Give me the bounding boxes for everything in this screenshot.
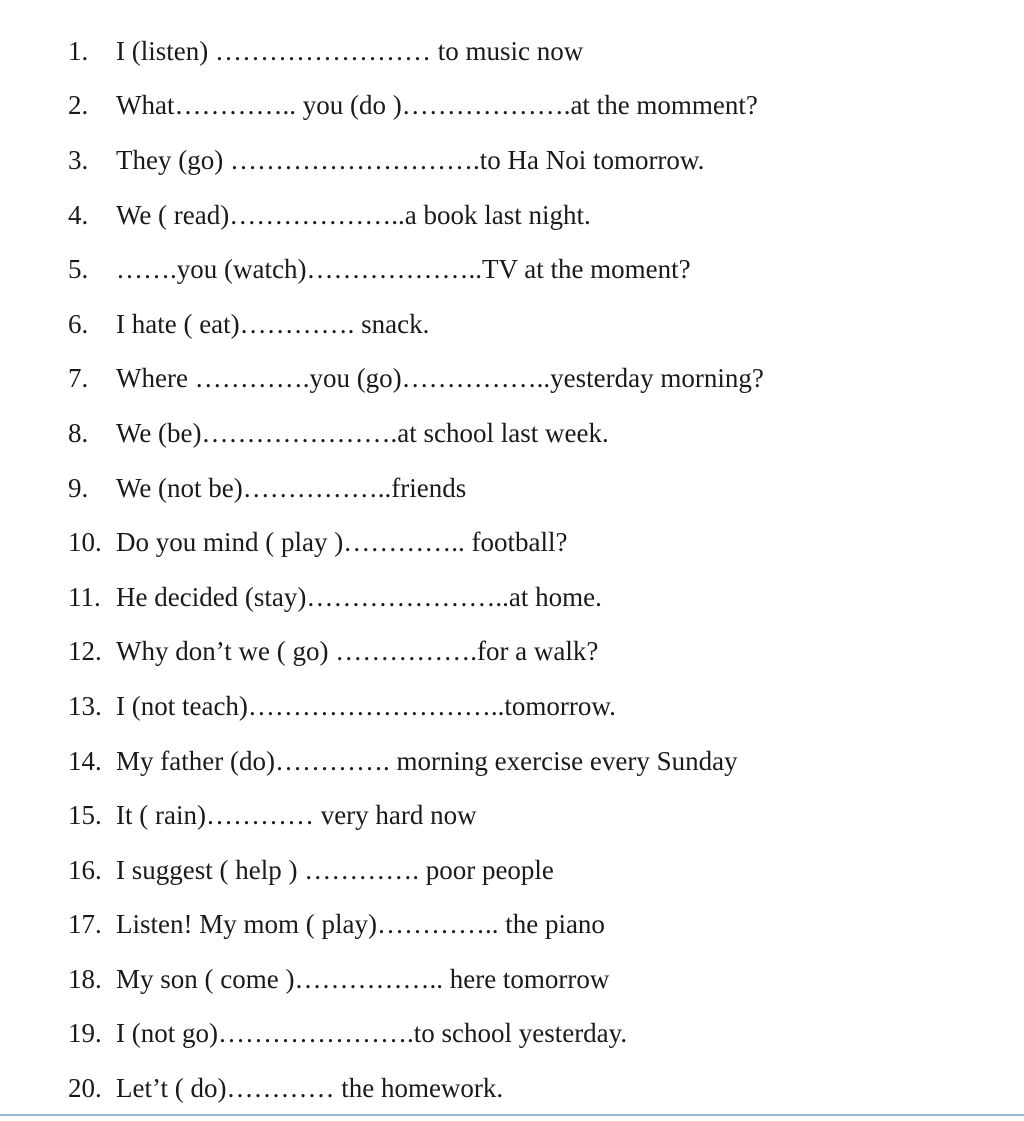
exercise-text: He decided (stay)…………………..at home. xyxy=(116,581,602,612)
exercise-number: 20. xyxy=(68,1073,102,1104)
exercise-text: What………….. you (do )……………….at the momment? xyxy=(116,90,758,121)
bottom-divider xyxy=(0,1114,1024,1116)
exercise-item-4 xyxy=(68,188,1008,243)
exercise-item-2 xyxy=(68,79,1008,134)
exercise-item-18 xyxy=(68,952,1008,1007)
exercise-text: It ( rain)………… very hard now xyxy=(116,800,477,831)
exercise-number: 12. xyxy=(68,636,102,667)
exercise-item-11 xyxy=(68,570,1008,625)
exercise-text: We ( read)………………..a book last night. xyxy=(116,199,591,230)
exercise-number: 11. xyxy=(68,581,101,612)
exercise-item-9 xyxy=(68,461,1008,516)
exercise-number: 3. xyxy=(68,144,89,175)
exercise-text: We (be)………………….at school last week. xyxy=(116,417,609,448)
exercise-item-16 xyxy=(68,843,1008,898)
exercise-item-8 xyxy=(68,406,1008,461)
exercise-number: 18. xyxy=(68,963,102,994)
exercise-text: I (listen) …………………… to music now xyxy=(116,35,584,66)
exercise-number: 5. xyxy=(68,254,89,285)
exercise-number: 13. xyxy=(68,690,102,721)
exercise-text: They (go) ……………………….to Ha Noi tomorrow. xyxy=(116,144,705,175)
exercise-number: 16. xyxy=(68,854,102,885)
exercise-text: Why don’t we ( go) …………….for a walk? xyxy=(116,636,599,667)
exercise-text: I suggest ( help ) …………. poor people xyxy=(116,854,554,885)
exercise-text: …….you (watch)………………..TV at the moment? xyxy=(116,254,691,285)
exercise-item-3 xyxy=(68,133,1008,188)
exercise-item-13 xyxy=(68,679,1008,734)
exercise-item-10 xyxy=(68,515,1008,570)
exercise-item-7 xyxy=(68,352,1008,407)
exercise-number: 4. xyxy=(68,199,89,230)
exercise-text: Where ………….you (go)……………..yesterday morning? xyxy=(116,363,764,394)
exercise-item-12 xyxy=(68,625,1008,680)
exercise-number: 9. xyxy=(68,472,89,503)
exercise-item-14 xyxy=(68,734,1008,789)
exercise-number: 19. xyxy=(68,1018,102,1049)
exercise-number: 8. xyxy=(68,417,89,448)
exercise-text: I (not go)………………….to school yesterday. xyxy=(116,1018,628,1049)
exercise-list xyxy=(68,24,1008,1116)
exercise-number: 1. xyxy=(68,35,89,66)
exercise-text: My father (do)…………. morning exercise every Sunday xyxy=(116,745,738,776)
exercise-number: 7. xyxy=(68,363,89,394)
exercise-item-5 xyxy=(68,242,1008,297)
exercise-number: 2. xyxy=(68,90,89,121)
exercise-text: I (not teach)………………………..tomorrow. xyxy=(116,690,616,721)
exercise-number: 17. xyxy=(68,909,102,940)
exercise-text: Do you mind ( play )………….. football? xyxy=(116,527,568,558)
exercise-text: My son ( come )…………….. here tomorrow xyxy=(116,963,610,994)
exercise-item-20 xyxy=(68,1061,1008,1116)
exercise-number: 15. xyxy=(68,800,102,831)
exercise-item-6 xyxy=(68,297,1008,352)
exercise-number: 10. xyxy=(68,527,102,558)
exercise-number: 6. xyxy=(68,308,89,339)
exercise-item-17 xyxy=(68,898,1008,953)
exercise-text: Let’t ( do)………… the homework. xyxy=(116,1073,504,1104)
exercise-item-19 xyxy=(68,1007,1008,1062)
exercise-item-15 xyxy=(68,788,1008,843)
exercise-item-1 xyxy=(68,24,1008,79)
exercise-text: I hate ( eat)…………. snack. xyxy=(116,308,430,339)
exercise-number: 14. xyxy=(68,745,102,776)
exercise-text: Listen! My mom ( play)………….. the piano xyxy=(116,909,605,940)
exercise-text: We (not be)……………..friends xyxy=(116,472,467,503)
